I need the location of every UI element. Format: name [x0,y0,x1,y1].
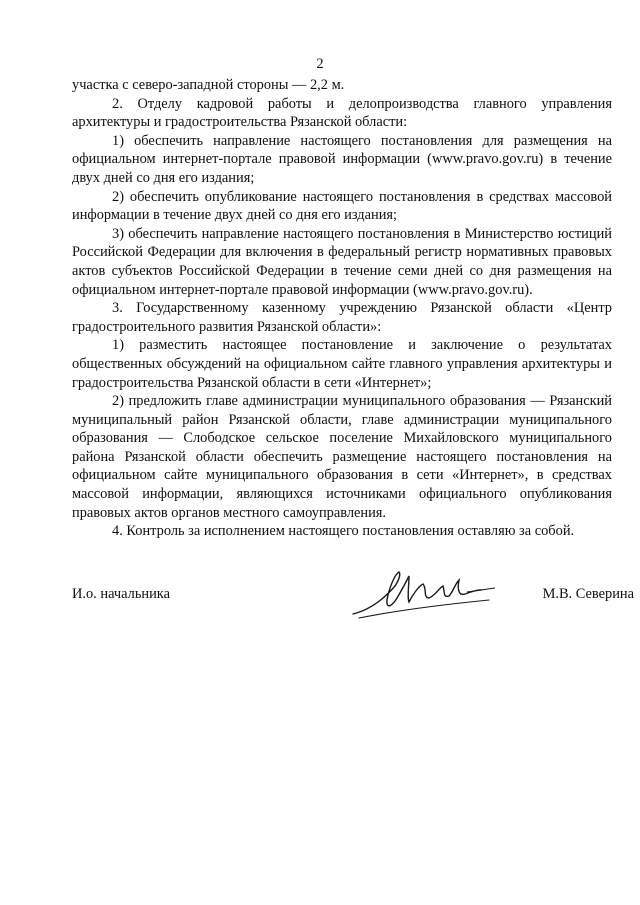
paragraph: 3. Государственному казенному учреждению Рязанской области «Центр градостроительного развития Рязанской области»: [72,300,612,335]
page-number: 2 [316,56,324,72]
signer-position: И.о. начальника [72,586,170,602]
paragraph: 2. Отделу кадровой работы и делопроизводства главного управления архитектуры и градостроительства Рязанской области: [72,95,612,131]
signature-block [72,586,640,626]
handwritten-signature [349,564,499,624]
paragraph: 1) разместить настоящее постановление и заключение о результатах общественных обсуждений на официальном сайте главного управления архитектуры и градостроительства Рязанской области в сети «Интернет»; [72,337,612,391]
document-body [72,76,612,541]
paragraph: 4. Контроль за исполнением настоящего постановления оставляю за собой. [112,523,575,540]
paragraph: участка с северо-западной стороны — 2,2 м. [72,77,345,93]
paragraph: 1) обеспечить направление настоящего постановления для размещения на официальном интернет-портале правовой информации (www.pravo.gov.ru) в течение двух дней со дня его издания; [72,132,612,186]
signer-name: М.В. Северина [542,586,634,602]
paragraph: 2) предложить главе администрации муниципального образования — Рязанский муниципальный район Рязанской области, главе администрации муниципального образования — Слободское сельское поселение Михайловского муниципального района Рязанской области обеспечить размещение настоящего постановления на официальном сайте муниципального образования в сети «Интернет», в средствах массовой информации, являющихся источниками официального опубликования правовых актов органов местного самоуправления. [72,393,612,521]
paragraph: 3) обеспечить направление настоящего постановления в Министерство юстиций Российской Федерации для включения в федеральный регистр нормативных правовых актов субъектов Российской Федерации в течение семи дней со дня размещения на официальном интернет-портале правовой информации (www.pravo.gov.ru). [72,225,612,298]
paragraph: 2) обеспечить опубликование настоящего постановления в средствах массовой информации в течение двух дней со дня его издания; [72,188,612,224]
